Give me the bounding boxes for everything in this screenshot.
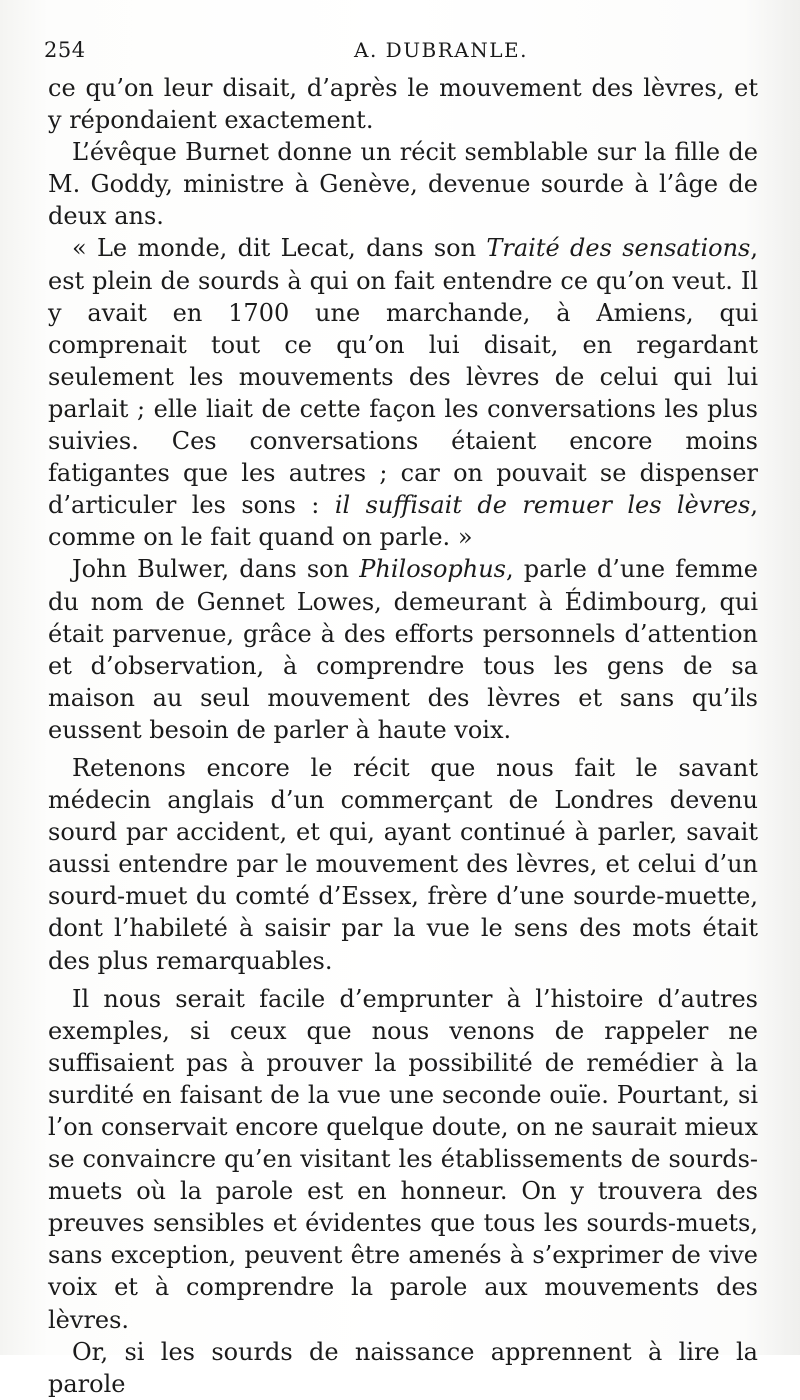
text-segment: ce qu’on leur disait, d’après le mouvement des lèvres, et y répondaient exactement. — [48, 74, 758, 135]
page-number: 254 — [44, 38, 86, 62]
paragraph — [48, 752, 758, 977]
paragraph — [48, 136, 758, 232]
text-segment: L’évêque Burnet donne un récit semblable sur la fille de M. Goddy, ministre à Genève, devenue sourde à l’âge de deux ans. — [48, 138, 758, 231]
paragraph — [48, 1336, 758, 1400]
italic-phrase: il suffisait de remuer les lèvres — [334, 491, 751, 520]
paragraph — [48, 232, 758, 553]
paragraph — [48, 983, 758, 1336]
italic-title: Traité des sensations — [486, 234, 751, 263]
text-segment: « Le monde, dit Lecat, dans son — [72, 234, 487, 263]
text-segment: John Bulwer, dans son — [72, 555, 360, 584]
running-head: A. DUBRANLE. — [354, 38, 528, 62]
paragraph — [48, 553, 758, 746]
text-segment: Or, si les sourds de naissance apprennent à lire la parole — [48, 1337, 758, 1398]
text-segment: Il nous serait facile d’emprunter à l’histoire d’autres exemples, si ceux que nous venons de rappeler ne suffisaient pas à prouver la possibilité de remédier à la surdité en faisant de la vue une seconde ouïe. Pourtant, si l’on conservait encore quelque doute, on ne saurait mieux se convaincre qu’en visitant les établissements de sourds-muets où la parole est en honneur. On y trouvera des preuves sensibles et évidentes que tous les sourds-muets, sans exception, peuvent être amenés à s’exprimer de vive voix et à comprendre la parole aux mouvements des lèvres. — [48, 984, 758, 1334]
body-text — [48, 72, 758, 1400]
page-header — [44, 38, 760, 72]
text-segment: Retenons encore le récit que nous fait le savant médecin anglais d’un commerçant de Londres devenu sourd par accident, et qui, ayant continué à parler, savait aussi entendre par le mouvement des lèvres, et celui d’un sourd-muet du comté d’Essex, frère d’une sourde-muette, dont l’habileté à saisir par la vue le sens des mots était des plus remarquables. — [48, 753, 758, 975]
text-segment: , est plein de sourds à qui on fait entendre ce qu’on veut. Il y avait en 1700 une marchande, à Amiens, qui comprenait tout ce qu’on lui disait, en regardant seulement les mouvements des lèvres de celui qui lui parlait ; elle liait de cette façon les conversations les plus suivies. Ces conversations étaient encore moins fatigantes que les autres ; car on pouvait se dispenser d’articuler les sons : — [48, 234, 758, 520]
text-segment: , parle d’une femme du nom de Gennet Lowes, demeurant à Édimbourg, qui était parvenue, grâce à des efforts personnels d’attention et d’observation, à comprendre tous les gens de sa maison au seul mouvement des lèvres et sans qu’ils eussent besoin de parler à haute voix. — [48, 555, 759, 744]
paragraph — [48, 72, 758, 136]
italic-title: Philosophus — [359, 555, 506, 584]
text-segment: , comme on le fait quand on parle. » — [48, 491, 759, 552]
